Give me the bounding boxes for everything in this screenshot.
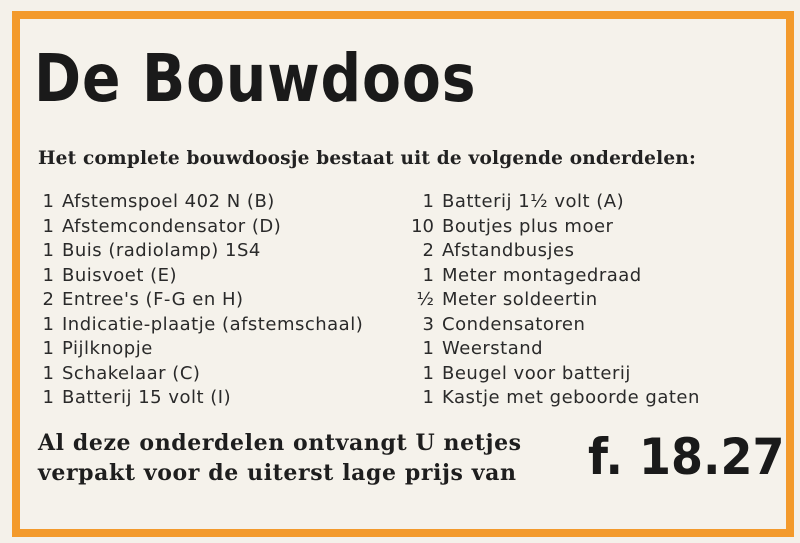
list-item — [400, 313, 700, 338]
list-item — [400, 288, 700, 313]
list-item — [36, 386, 363, 411]
item-quantity: 1 — [42, 362, 54, 384]
item-quantity: 1 — [422, 264, 434, 286]
item-name: Buis (radiolamp) 1S4 — [62, 240, 261, 261]
parts-list-left — [36, 190, 363, 411]
list-item — [36, 337, 363, 362]
item-name: Condensatoren — [442, 313, 586, 335]
item-name: Meter soldeertin — [442, 289, 598, 310]
item-quantity: 1 — [42, 313, 54, 335]
list-item — [400, 215, 700, 240]
item-quantity: 10 — [411, 215, 434, 237]
list-item — [36, 190, 363, 215]
item-name: Afstemcondensator (D) — [62, 215, 282, 237]
list-item — [36, 313, 363, 338]
item-name: Buisvoet (E) — [62, 264, 178, 286]
item-name: Indicatie-plaatje (afstemschaal) — [62, 313, 364, 335]
offer-text — [38, 428, 522, 488]
item-quantity: 1 — [422, 191, 434, 212]
item-name: Meter montagedraad — [442, 264, 642, 286]
item-quantity: 1 — [42, 240, 54, 261]
item-quantity: 1 — [42, 264, 54, 286]
list-item — [36, 362, 363, 387]
item-quantity: 1 — [422, 387, 434, 408]
item-quantity: 2 — [422, 240, 434, 261]
item-name: Beugel voor batterij — [442, 362, 631, 384]
price-label: f. 18.27 — [588, 428, 785, 486]
item-quantity: 1 — [422, 362, 434, 384]
offer-line-2: verpakt voor de uiterst lage prijs van — [38, 460, 517, 486]
item-quantity: 3 — [422, 313, 434, 335]
list-item — [400, 362, 700, 387]
subtitle: Het complete bouwdoosje bestaat uit de volgende onderdelen: — [38, 148, 696, 169]
parts-list-right — [400, 190, 700, 411]
list-item — [36, 239, 363, 264]
item-quantity: ½ — [416, 289, 434, 310]
item-quantity: 1 — [42, 338, 54, 359]
list-item — [36, 264, 363, 289]
item-name: Pijlknopje — [62, 338, 153, 359]
offer-line-1: Al deze onderdelen ontvangt U netjes — [38, 430, 522, 456]
list-item — [400, 264, 700, 289]
list-item — [400, 239, 700, 264]
page-title: De Bouwdoos — [34, 40, 477, 117]
list-item — [400, 337, 700, 362]
list-item — [400, 386, 700, 411]
item-quantity: 2 — [42, 289, 54, 310]
item-name: Afstandbusjes — [442, 240, 575, 261]
item-name: Afstemspoel 402 N (B) — [62, 191, 275, 212]
item-name: Kastje met geboorde gaten — [442, 387, 700, 408]
item-name: Batterij 15 volt (I) — [62, 387, 232, 408]
list-item — [36, 215, 363, 240]
item-quantity: 1 — [422, 338, 434, 359]
item-name: Boutjes plus moer — [442, 215, 614, 237]
item-name: Schakelaar (C) — [62, 362, 201, 384]
item-name: Entree's (F-G en H) — [62, 289, 244, 310]
item-name: Weerstand — [442, 338, 544, 359]
item-quantity: 1 — [42, 215, 54, 237]
item-quantity: 1 — [42, 387, 54, 408]
list-item — [36, 288, 363, 313]
item-name: Batterij 1½ volt (A) — [442, 191, 625, 212]
list-item — [400, 190, 700, 215]
item-quantity: 1 — [42, 191, 54, 212]
